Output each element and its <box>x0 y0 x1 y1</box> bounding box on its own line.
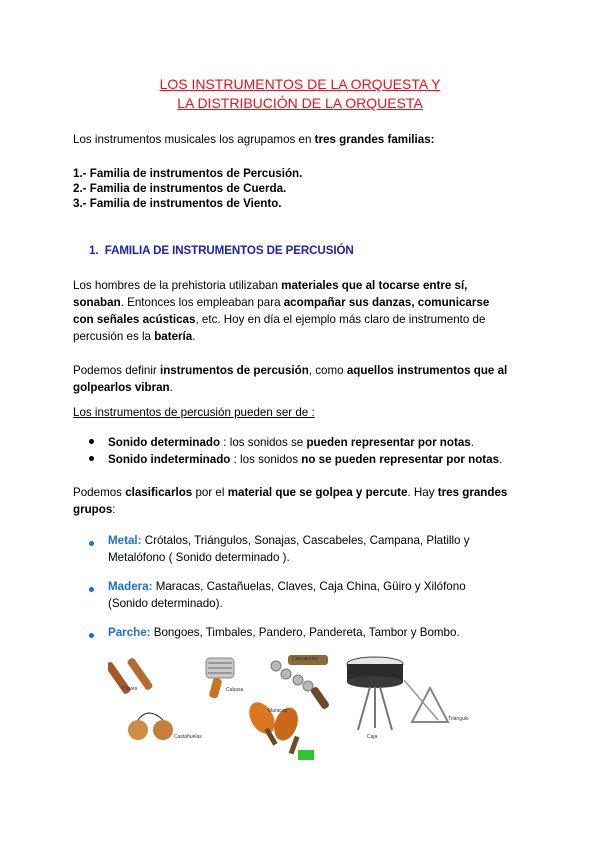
bold-text: tres grandes <box>437 486 508 499</box>
percussion-instruments-image <box>108 650 498 760</box>
caption-caja: Caja <box>367 734 378 740</box>
text: . <box>499 453 503 466</box>
group-label-madera: Madera: <box>108 580 153 593</box>
family-item-1: 1.- Familia de instrumentos de Percusión. <box>73 167 303 180</box>
title-line-1: LOS INSTRUMENTOS DE LA ORQUESTA Y <box>159 76 441 92</box>
text: . Entonces los empleaban para <box>120 296 284 309</box>
family-item-2: 2.- Familia de instrumentos de Cuerda. <box>73 182 287 195</box>
caption-cabasa: Cabasa <box>226 687 244 693</box>
para2-line2 <box>73 379 173 396</box>
text: : los sonidos se <box>220 436 307 449</box>
text: Crótalos, Triángulos, Sonajas, Cascabeles, Campana, Platillo y <box>141 534 470 547</box>
title-line-2: LA DISTRIBUCIÓN DE LA ORQUESTA <box>177 95 423 111</box>
text: . <box>169 381 173 394</box>
group-metal-line2: Metalófono ( Sonido determinado ). <box>108 551 290 564</box>
bold-text: golpearlos vibran <box>73 381 170 394</box>
bold-text: clasificarlos <box>125 486 193 499</box>
text: , como <box>308 364 347 377</box>
text: por el <box>192 486 228 499</box>
bold-text: grupos <box>73 503 113 516</box>
para1-line3 <box>73 311 485 328</box>
bullet-dot <box>89 439 94 444</box>
text: : los sonidos <box>230 453 302 466</box>
para4-line1 <box>73 484 507 501</box>
cabasa-illustration <box>206 658 243 699</box>
para4-line2 <box>73 501 116 518</box>
caption-maracas: Maracas <box>268 708 288 714</box>
intro-text: Los instrumentos musicales los agrupamos en <box>73 133 315 146</box>
section-heading-percusion <box>89 244 354 257</box>
claves-illustration <box>108 657 154 695</box>
bold-text: batería <box>154 330 193 343</box>
para1-line4 <box>73 328 195 345</box>
family-item-3: 3.- Familia de instrumentos de Viento. <box>73 197 282 210</box>
bold-text: Sonido indeterminado <box>108 453 231 466</box>
text: . <box>192 330 196 343</box>
bold-text: material que se golpea y percute <box>227 486 408 499</box>
type-item-indeterminado <box>89 451 502 468</box>
text: Podemos <box>73 486 126 499</box>
para2-line1 <box>73 362 507 379</box>
bold-text: Sonido determinado <box>108 436 221 449</box>
para3-underlined: Los instrumentos de percusión pueden ser de : <box>73 406 315 419</box>
section-title: FAMILIA DE INSTRUMENTOS DE PERCUSIÓN <box>104 244 354 257</box>
text: . <box>470 436 474 449</box>
caja-illustration <box>347 657 403 740</box>
text: : <box>112 503 116 516</box>
group-label-parche: Parche: <box>108 626 151 639</box>
para1-line1 <box>73 277 467 294</box>
group-metal-line1 <box>108 532 470 549</box>
bullet-dot-parche <box>89 633 94 638</box>
intro-bold: tres grandes familias: <box>314 133 435 146</box>
bullet-dot-metal <box>89 541 94 546</box>
text: percusión es la <box>73 330 155 343</box>
bold-text: aquellos instrumentos que al <box>346 364 508 377</box>
para1-line2 <box>73 294 489 311</box>
text: , etc. Hoy en día el ejemplo más claro de instrumento de <box>195 313 486 326</box>
bold-text: materiales que al tocarse entre sí, <box>281 279 468 292</box>
intro-paragraph <box>73 131 435 148</box>
triangulo-illustration <box>404 680 469 722</box>
group-parche-line1 <box>108 624 460 641</box>
castanuelas-illustration <box>128 713 202 740</box>
text: Podemos definir <box>73 364 160 377</box>
text: Bongoes, Timbales, Pandero, Pandereta, Tambor y Bombo. <box>150 626 460 639</box>
bullet-dot-madera <box>89 587 94 592</box>
cascabeles-illustration <box>271 655 330 710</box>
bold-text: no se pueden representar por notas <box>301 453 500 466</box>
bold-text: instrumentos de percusión <box>160 364 309 377</box>
group-madera-line2: (Sonido determinado). <box>108 597 223 610</box>
group-madera-line1 <box>108 578 466 595</box>
bold-text: pueden representar por notas <box>306 436 471 449</box>
section-number: 1. <box>89 244 99 257</box>
caption-cascabeles: Cascabeles <box>292 656 319 662</box>
caption-triangulo: Triángulo <box>448 716 469 722</box>
maracas-illustration <box>244 698 314 760</box>
bold-text: con señales acústicas <box>73 313 196 326</box>
text: . Hay <box>407 486 438 499</box>
group-label-metal: Metal: <box>108 534 142 547</box>
caption-castanuelas: Castañuelas <box>174 734 202 740</box>
bullet-dot <box>89 456 94 461</box>
text: Los hombres de la prehistoria utilizaban <box>73 279 282 292</box>
caption-claves: Claves <box>122 686 138 692</box>
bold-text: acompañar sus danzas, comunicarse <box>283 296 490 309</box>
bold-text: sonaban <box>73 296 121 309</box>
type-item-determinado <box>89 434 474 451</box>
text: Maracas, Castañuelas, Claves, Caja China, Güiro y Xilófono <box>152 580 466 593</box>
